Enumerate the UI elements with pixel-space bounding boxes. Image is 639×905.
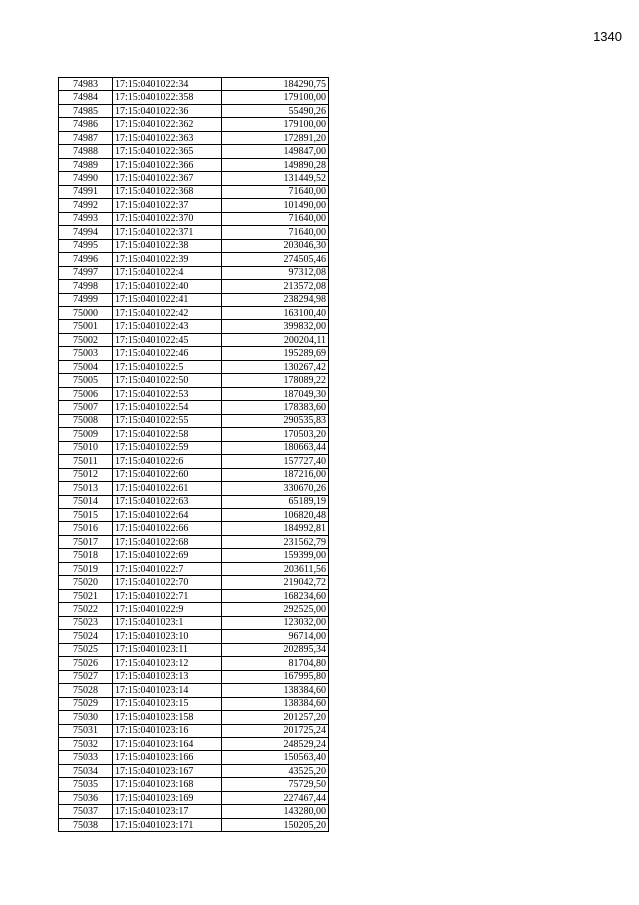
row-number-cell: 75012 (59, 468, 113, 481)
row-number-cell: 75017 (59, 535, 113, 548)
cadastral-number-cell: 17:15:0401022:68 (113, 535, 222, 548)
value-cell: 200204,11 (222, 333, 329, 346)
row-number-cell: 75011 (59, 455, 113, 468)
row-number-cell: 75027 (59, 670, 113, 683)
cadastral-number-cell: 17:15:0401022:55 (113, 414, 222, 427)
row-number-cell: 75032 (59, 737, 113, 750)
table-row (59, 387, 329, 400)
value-cell: 130267,42 (222, 360, 329, 373)
cadastral-number-cell: 17:15:0401023:169 (113, 791, 222, 804)
value-cell: 202895,34 (222, 643, 329, 656)
table-row (59, 764, 329, 777)
value-cell: 167995,80 (222, 670, 329, 683)
cadastral-number-cell: 17:15:0401022:54 (113, 401, 222, 414)
table-row (59, 172, 329, 185)
value-cell: 227467,44 (222, 791, 329, 804)
row-number-cell: 74995 (59, 239, 113, 252)
value-cell: 201725,24 (222, 724, 329, 737)
table-row (59, 91, 329, 104)
table-row (59, 212, 329, 225)
value-cell: 150205,20 (222, 818, 329, 831)
row-number-cell: 75018 (59, 549, 113, 562)
row-number-cell: 75008 (59, 414, 113, 427)
row-number-cell: 75000 (59, 306, 113, 319)
table-row (59, 185, 329, 198)
value-cell: 106820,48 (222, 509, 329, 522)
data-table (58, 77, 329, 832)
table-row (59, 697, 329, 710)
value-cell: 179100,00 (222, 91, 329, 104)
table-row (59, 104, 329, 117)
value-cell: 71640,00 (222, 185, 329, 198)
table-row (59, 791, 329, 804)
value-cell: 138384,60 (222, 684, 329, 697)
cadastral-number-cell: 17:15:0401022:40 (113, 280, 222, 293)
cadastral-number-cell: 17:15:0401023:171 (113, 818, 222, 831)
table-row (59, 226, 329, 239)
value-cell: 163100,40 (222, 306, 329, 319)
table-row (59, 428, 329, 441)
row-number-cell: 75030 (59, 711, 113, 724)
row-number-cell: 75025 (59, 643, 113, 656)
table-row (59, 616, 329, 629)
table-row (59, 522, 329, 535)
row-number-cell: 75021 (59, 589, 113, 602)
table-row (59, 333, 329, 346)
value-cell: 157727,40 (222, 455, 329, 468)
cadastral-number-cell: 17:15:0401022:63 (113, 495, 222, 508)
value-cell: 187049,30 (222, 387, 329, 400)
row-number-cell: 75015 (59, 509, 113, 522)
cadastral-number-cell: 17:15:0401023:11 (113, 643, 222, 656)
table-row (59, 657, 329, 670)
value-cell: 184290,75 (222, 78, 329, 91)
cadastral-number-cell: 17:15:0401022:69 (113, 549, 222, 562)
value-cell: 81704,80 (222, 657, 329, 670)
table-row (59, 482, 329, 495)
value-cell: 178089,22 (222, 374, 329, 387)
table-row (59, 562, 329, 575)
value-cell: 201257,20 (222, 711, 329, 724)
table-body (59, 78, 329, 832)
table-row (59, 306, 329, 319)
row-number-cell: 74985 (59, 104, 113, 117)
cadastral-number-cell: 17:15:0401022:34 (113, 78, 222, 91)
row-number-cell: 74988 (59, 145, 113, 158)
value-cell: 184992,81 (222, 522, 329, 535)
value-cell: 172891,20 (222, 131, 329, 144)
table-row (59, 535, 329, 548)
cadastral-number-cell: 17:15:0401022:362 (113, 118, 222, 131)
cadastral-number-cell: 17:15:0401022:45 (113, 333, 222, 346)
value-cell: 399832,00 (222, 320, 329, 333)
table-row (59, 158, 329, 171)
table-row (59, 253, 329, 266)
value-cell: 159399,00 (222, 549, 329, 562)
cadastral-number-cell: 17:15:0401023:166 (113, 751, 222, 764)
value-cell: 195289,69 (222, 347, 329, 360)
row-number-cell: 75034 (59, 764, 113, 777)
row-number-cell: 75024 (59, 630, 113, 643)
cadastral-number-cell: 17:15:0401023:167 (113, 764, 222, 777)
cadastral-number-cell: 17:15:0401023:164 (113, 737, 222, 750)
table-row (59, 549, 329, 562)
value-cell: 178383,60 (222, 401, 329, 414)
table-row (59, 630, 329, 643)
row-number-cell: 74998 (59, 280, 113, 293)
row-number-cell: 74992 (59, 199, 113, 212)
value-cell: 274505,46 (222, 253, 329, 266)
value-cell: 150563,40 (222, 751, 329, 764)
value-cell: 238294,98 (222, 293, 329, 306)
table-row (59, 199, 329, 212)
cadastral-number-cell: 17:15:0401022:371 (113, 226, 222, 239)
value-cell: 170503,20 (222, 428, 329, 441)
row-number-cell: 75005 (59, 374, 113, 387)
cadastral-number-cell: 17:15:0401022:358 (113, 91, 222, 104)
value-cell: 231562,79 (222, 535, 329, 548)
value-cell: 143280,00 (222, 805, 329, 818)
table-row (59, 145, 329, 158)
cadastral-number-cell: 17:15:0401022:365 (113, 145, 222, 158)
cadastral-number-cell: 17:15:0401022:60 (113, 468, 222, 481)
cadastral-number-cell: 17:15:0401022:61 (113, 482, 222, 495)
table-row (59, 347, 329, 360)
row-number-cell: 74987 (59, 131, 113, 144)
row-number-cell: 75010 (59, 441, 113, 454)
table-row (59, 576, 329, 589)
row-number-cell: 74986 (59, 118, 113, 131)
row-number-cell: 75016 (59, 522, 113, 535)
table-row (59, 778, 329, 791)
cadastral-number-cell: 17:15:0401022:53 (113, 387, 222, 400)
table-row (59, 455, 329, 468)
cadastral-number-cell: 17:15:0401023:14 (113, 684, 222, 697)
value-cell: 330670,26 (222, 482, 329, 495)
table-row (59, 643, 329, 656)
cadastral-number-cell: 17:15:0401022:4 (113, 266, 222, 279)
table-row (59, 589, 329, 602)
cadastral-number-cell: 17:15:0401022:71 (113, 589, 222, 602)
value-cell: 290535,83 (222, 414, 329, 427)
table-row (59, 737, 329, 750)
value-cell: 43525,20 (222, 764, 329, 777)
row-number-cell: 74989 (59, 158, 113, 171)
value-cell: 138384,60 (222, 697, 329, 710)
row-number-cell: 75022 (59, 603, 113, 616)
value-cell: 219042,72 (222, 576, 329, 589)
row-number-cell: 75002 (59, 333, 113, 346)
row-number-cell: 74984 (59, 91, 113, 104)
row-number-cell: 75023 (59, 616, 113, 629)
value-cell: 180663,44 (222, 441, 329, 454)
row-number-cell: 75038 (59, 818, 113, 831)
table-row (59, 320, 329, 333)
table-row (59, 818, 329, 831)
table-row (59, 360, 329, 373)
table-row (59, 751, 329, 764)
table-row (59, 414, 329, 427)
row-number-cell: 75037 (59, 805, 113, 818)
table-row (59, 509, 329, 522)
cadastral-number-cell: 17:15:0401022:58 (113, 428, 222, 441)
value-cell: 71640,00 (222, 212, 329, 225)
row-number-cell: 74991 (59, 185, 113, 198)
row-number-cell: 74997 (59, 266, 113, 279)
cadastral-number-cell: 17:15:0401023:1 (113, 616, 222, 629)
value-cell: 168234,60 (222, 589, 329, 602)
cadastral-number-cell: 17:15:0401022:46 (113, 347, 222, 360)
cadastral-number-cell: 17:15:0401022:70 (113, 576, 222, 589)
value-cell: 149847,00 (222, 145, 329, 158)
cadastral-number-cell: 17:15:0401023:12 (113, 657, 222, 670)
cadastral-number-cell: 17:15:0401022:41 (113, 293, 222, 306)
table-row (59, 118, 329, 131)
row-number-cell: 75020 (59, 576, 113, 589)
cadastral-number-cell: 17:15:0401022:6 (113, 455, 222, 468)
row-number-cell: 74983 (59, 78, 113, 91)
row-number-cell: 74993 (59, 212, 113, 225)
row-number-cell: 75013 (59, 482, 113, 495)
row-number-cell: 75014 (59, 495, 113, 508)
row-number-cell: 75001 (59, 320, 113, 333)
value-cell: 65189,19 (222, 495, 329, 508)
row-number-cell: 75026 (59, 657, 113, 670)
row-number-cell: 75033 (59, 751, 113, 764)
cadastral-number-cell: 17:15:0401022:363 (113, 131, 222, 144)
value-cell: 123032,00 (222, 616, 329, 629)
row-number-cell: 74996 (59, 253, 113, 266)
table-row (59, 374, 329, 387)
table-row (59, 280, 329, 293)
table-row (59, 603, 329, 616)
value-cell: 187216,00 (222, 468, 329, 481)
cadastral-number-cell: 17:15:0401023:17 (113, 805, 222, 818)
value-cell: 101490,00 (222, 199, 329, 212)
row-number-cell: 74990 (59, 172, 113, 185)
table-row (59, 468, 329, 481)
value-cell: 149890,28 (222, 158, 329, 171)
table-row (59, 711, 329, 724)
row-number-cell: 75003 (59, 347, 113, 360)
row-number-cell: 75004 (59, 360, 113, 373)
cadastral-number-cell: 17:15:0401023:13 (113, 670, 222, 683)
table-row (59, 131, 329, 144)
cadastral-number-cell: 17:15:0401022:39 (113, 253, 222, 266)
value-cell: 75729,50 (222, 778, 329, 791)
table-row (59, 293, 329, 306)
cadastral-number-cell: 17:15:0401022:38 (113, 239, 222, 252)
cadastral-number-cell: 17:15:0401022:366 (113, 158, 222, 171)
value-cell: 96714,00 (222, 630, 329, 643)
value-cell: 292525,00 (222, 603, 329, 616)
row-number-cell: 75009 (59, 428, 113, 441)
value-cell: 203046,30 (222, 239, 329, 252)
cadastral-number-cell: 17:15:0401022:368 (113, 185, 222, 198)
row-number-cell: 75031 (59, 724, 113, 737)
cadastral-number-cell: 17:15:0401022:59 (113, 441, 222, 454)
row-number-cell: 75028 (59, 684, 113, 697)
row-number-cell: 75036 (59, 791, 113, 804)
cadastral-number-cell: 17:15:0401022:370 (113, 212, 222, 225)
row-number-cell: 75035 (59, 778, 113, 791)
row-number-cell: 74994 (59, 226, 113, 239)
table-row (59, 239, 329, 252)
cadastral-number-cell: 17:15:0401022:7 (113, 562, 222, 575)
table-row (59, 401, 329, 414)
table-row (59, 805, 329, 818)
table-row (59, 495, 329, 508)
cadastral-number-cell: 17:15:0401022:5 (113, 360, 222, 373)
value-cell: 248529,24 (222, 737, 329, 750)
cadastral-number-cell: 17:15:0401022:367 (113, 172, 222, 185)
row-number-cell: 75019 (59, 562, 113, 575)
cadastral-number-cell: 17:15:0401023:10 (113, 630, 222, 643)
cadastral-number-cell: 17:15:0401022:9 (113, 603, 222, 616)
cadastral-number-cell: 17:15:0401022:42 (113, 306, 222, 319)
cadastral-number-cell: 17:15:0401022:64 (113, 509, 222, 522)
cadastral-number-cell: 17:15:0401022:37 (113, 199, 222, 212)
value-cell: 97312,08 (222, 266, 329, 279)
value-cell: 179100,00 (222, 118, 329, 131)
row-number-cell: 75007 (59, 401, 113, 414)
cadastral-number-cell: 17:15:0401023:168 (113, 778, 222, 791)
value-cell: 213572,08 (222, 280, 329, 293)
table-row (59, 78, 329, 91)
value-cell: 131449,52 (222, 172, 329, 185)
table-row (59, 684, 329, 697)
row-number-cell: 75006 (59, 387, 113, 400)
cadastral-number-cell: 17:15:0401022:43 (113, 320, 222, 333)
cadastral-number-cell: 17:15:0401022:36 (113, 104, 222, 117)
cadastral-number-cell: 17:15:0401023:16 (113, 724, 222, 737)
value-cell: 203611,56 (222, 562, 329, 575)
table-row (59, 724, 329, 737)
cadastral-number-cell: 17:15:0401022:50 (113, 374, 222, 387)
value-cell: 55490,26 (222, 104, 329, 117)
value-cell: 71640,00 (222, 226, 329, 239)
row-number-cell: 74999 (59, 293, 113, 306)
table-row (59, 441, 329, 454)
cadastral-number-cell: 17:15:0401023:15 (113, 697, 222, 710)
table-row (59, 670, 329, 683)
row-number-cell: 75029 (59, 697, 113, 710)
page-number: 1340 (593, 29, 622, 44)
cadastral-number-cell: 17:15:0401022:66 (113, 522, 222, 535)
table-row (59, 266, 329, 279)
cadastral-number-cell: 17:15:0401023:158 (113, 711, 222, 724)
